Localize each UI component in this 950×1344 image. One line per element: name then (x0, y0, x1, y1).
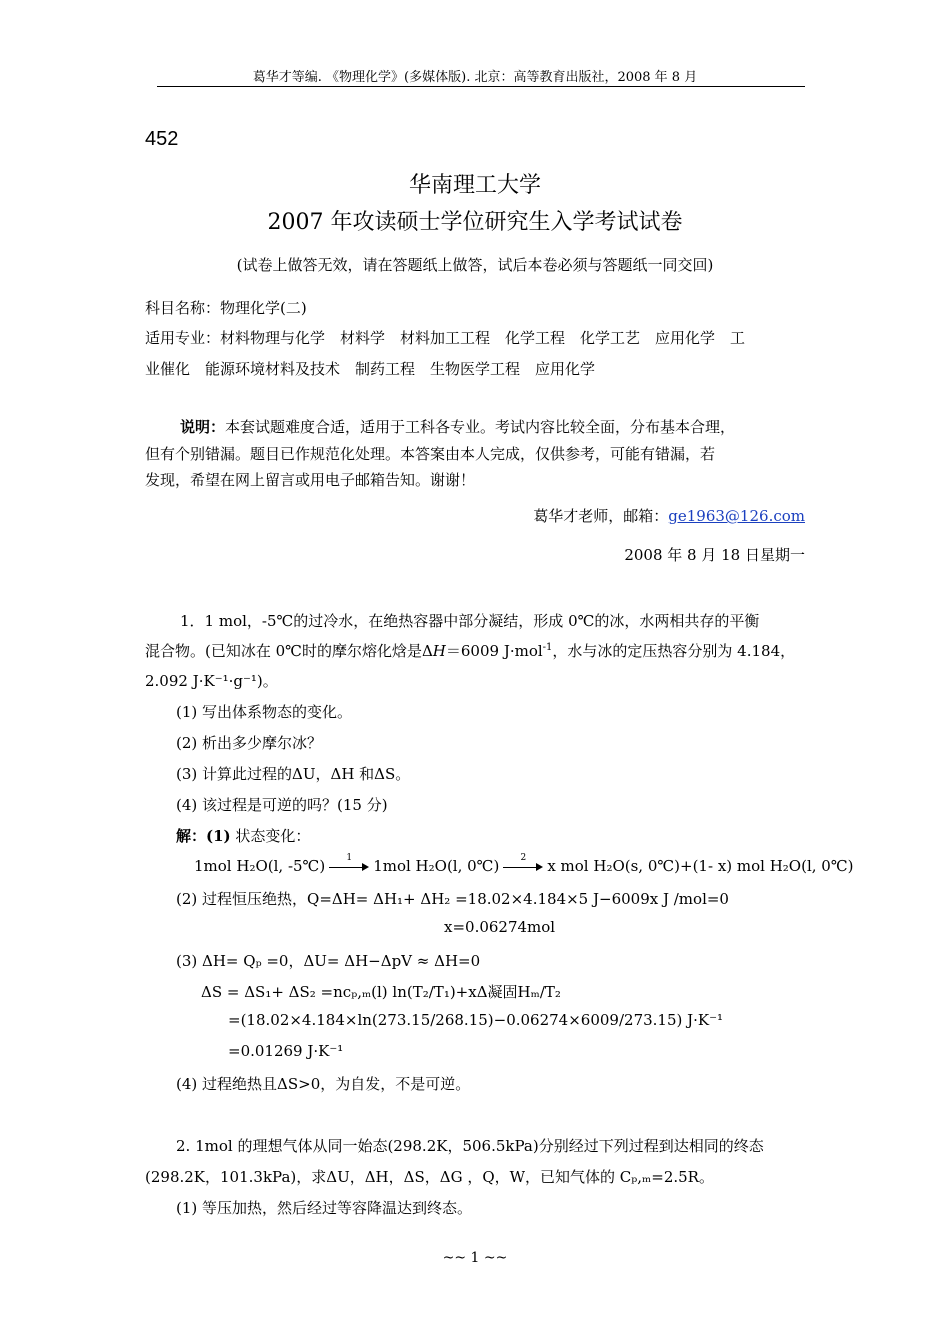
q1-sub-2: (2) 析出多少摩尔冰？ (176, 734, 323, 752)
intro-text-1: 本套试题难度合适，适用于工科各专业。考试内容比较全面，分布基本合理， (225, 418, 736, 436)
state-intermediate: 1mol H₂O(l, 0℃) (373, 857, 500, 875)
right-arrow-icon: 2 (503, 860, 543, 874)
intro-label: 说明： (180, 418, 226, 436)
page-number: ~~ 1 ~~ (442, 1250, 508, 1266)
right-arrow-icon: 1 (329, 860, 369, 874)
q1-sub-1: (1) 写出体系物态的变化。 (176, 703, 353, 721)
q1-solution-3: (3) ΔH= Qₚ =0，ΔU= ΔH−ΔpV ≈ ΔH=0 (176, 952, 481, 970)
subject-name: 科目名称：物理化学(二) (145, 299, 307, 317)
q1-line-1: 1．1 mol，-5℃的过冷水，在绝热容器中部分凝结，形成 0℃的冰，水两相共存的平衡 (180, 612, 760, 630)
header-rule (157, 86, 805, 87)
q1-solution-4: (4) 过程绝热且ΔS>0，为自发，不是可逆。 (176, 1075, 471, 1093)
state-initial: 1mol H₂O(l, -5℃) (194, 857, 326, 875)
author-label: 葛华才老师，邮箱： (533, 507, 669, 525)
q1-solution-2-result: x=0.06274mol (444, 918, 556, 936)
q1-solution-3-result: =0.01269 J·K⁻¹ (228, 1042, 344, 1060)
intro-line-2: 但有个别错漏。题目已作规范化处理。本答案由本人完成，仅供参考，可能有错漏，若 (145, 445, 716, 463)
page-header-citation: 葛华才等编. 《物理化学》(多媒体版). 北京：高等教育出版社，2008 年 8 月 (252, 70, 698, 85)
majors-line-2: 业催化 能源环境材料及技术 制药工程 生物医学工程 应用化学 (145, 360, 596, 378)
q1-solution-2: (2) 过程恒压绝热，Q=ΔH= ΔH₁+ ΔH₂ =18.02×4.184×5 J−6009x J /mol=0 (176, 890, 729, 908)
q1-solution-3-entropy: ΔS = ΔS₁+ ΔS₂ =ncₚ,ₘ(l) ln(T₂/T₁)+xΔ凝固Hₘ/T₂ (201, 983, 561, 1001)
exam-title: 2007 年攻读硕士学位研究生入学考试试卷 (267, 210, 683, 235)
university-name: 华南理工大学 (408, 173, 541, 198)
state-final: x mol H₂O(s, 0℃)+(1- x) mol H₂O(l, 0℃) (547, 857, 854, 875)
email-link[interactable]: ge1963@126.com (668, 507, 805, 525)
q2-line-1: 2. 1mol 的理想气体从同一始态(298.2K，506.5kPa)分别经过下列过程到达相同的终态 (176, 1137, 764, 1155)
q2-sub-1: (1) 等压加热，然后经过等容降温达到终态。 (176, 1199, 473, 1217)
author-line (533, 505, 805, 526)
majors-line-1: 适用专业：材料物理与化学 材料学 材料加工工程 化学工程 化学工艺 应用化学 工 (145, 329, 746, 347)
q1-line-3: 2.092 J·K⁻¹·g⁻¹)。 (145, 672, 278, 690)
q2-line-2: (298.2K，101.3kPa)，求ΔU，ΔH，ΔS，ΔG ，Q，W，已知气体的 Cₚ,ₘ=2.5R。 (145, 1168, 714, 1186)
intro-date: 2008 年 8 月 18 日星期一 (624, 546, 805, 564)
q1-line-2: 混合物。(已知冰在 0℃时的摩尔熔化焓是ΔH＝6009 J·mol$^{-1}$，水与冰的定压热容分别为 4.184， (145, 642, 796, 660)
intro-line-1 (180, 416, 735, 437)
q1-solution-heading: 解：(1) 状态变化： (176, 827, 311, 845)
exam-notice: (试卷上做答无效，请在答题纸上做答，试后本卷必须与答题纸一同交回) (236, 256, 714, 274)
state-change-equation (194, 853, 854, 875)
q1-sub-4: (4) 该过程是可逆的吗？(15 分) (176, 796, 388, 814)
q1-sub-3: (3) 计算此过程的ΔU，ΔH 和ΔS。 (176, 765, 411, 783)
exam-code: 452 (145, 128, 179, 150)
q1-solution-3-calc: =(18.02×4.184×ln(273.15/268.15)−0.06274×6009/273.15) J·K⁻¹ (228, 1011, 724, 1029)
intro-line-3: 发现，希望在网上留言或用电子邮箱告知。谢谢！ (145, 471, 476, 489)
solution-label: 解： (176, 827, 207, 845)
